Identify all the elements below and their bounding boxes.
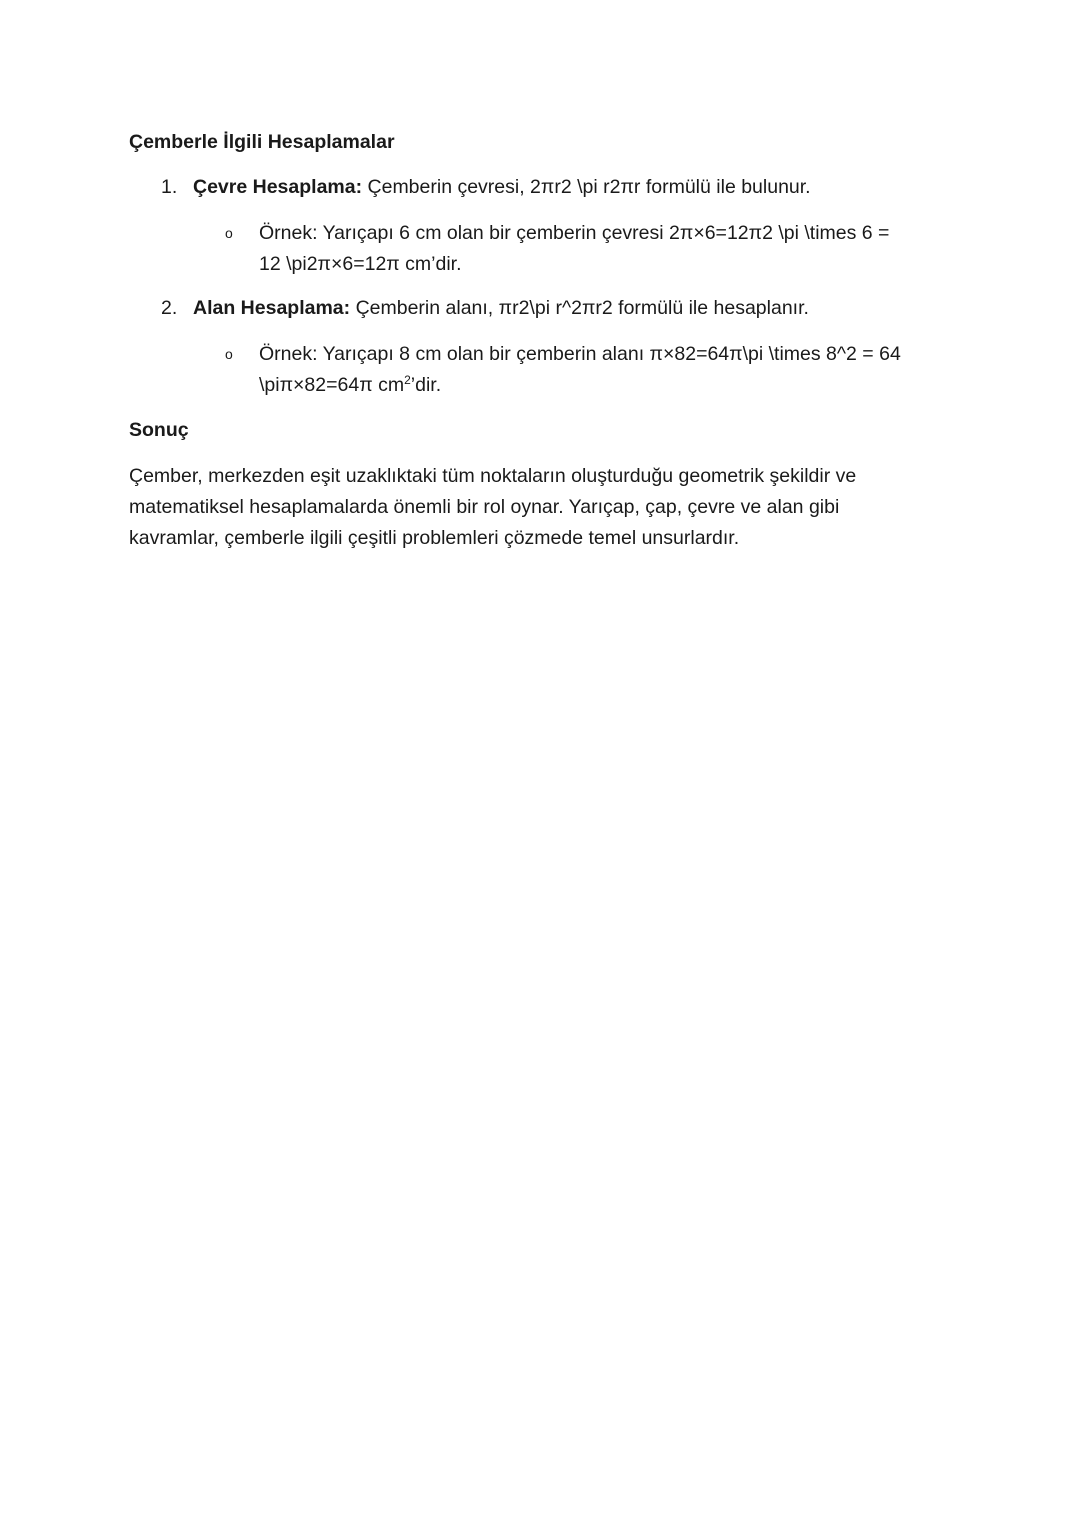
example-line: Örnek: Yarıçapı 8 cm olan bir çemberin alanı π×82=64π\pi \times 8^2 = 64: [259, 343, 901, 365]
list-item-text: [193, 293, 809, 323]
list-item-label: Alan Hesaplama:: [193, 297, 351, 319]
list-number: 1.: [161, 176, 178, 198]
result-paragraph: [129, 461, 949, 554]
example-line: 12 \pi2π×6=12π cm’dir.: [259, 253, 462, 275]
superscript: 2: [404, 373, 411, 387]
list-item-text: [193, 172, 811, 202]
example-line-start: \piπ×82=64π cm: [259, 374, 405, 396]
hollow-bullet-icon: o: [225, 346, 233, 362]
section-heading: Çemberle İlgili Hesaplamalar: [129, 131, 395, 153]
list-number: 2.: [161, 297, 178, 319]
list-item-label: Çevre Hesaplama:: [193, 176, 363, 198]
hollow-bullet-icon: o: [225, 225, 233, 241]
list-item-body: Çemberin çevresi, 2πr2 \pi r2πr formülü ile bulunur.: [362, 176, 811, 198]
list-item-body: Çemberin alanı, πr2\pi r^2πr2 formülü ile hesaplanır.: [350, 297, 809, 319]
paragraph-line: kavramlar, çemberle ilgili çeşitli problemleri çözmede temel unsurlardır.: [129, 527, 740, 549]
paragraph-line: Çember, merkezden eşit uzaklıktaki tüm noktaların oluşturduğu geometrik şekildir ve: [129, 465, 857, 487]
example-line: [259, 370, 441, 401]
paragraph-line: matematiksel hesaplamalarda önemli bir rol oynar. Yarıçap, çap, çevre ve alan gibi: [129, 496, 840, 518]
result-heading: Sonuç: [129, 419, 189, 441]
example-line: Örnek: Yarıçapı 6 cm olan bir çemberin çevresi 2π×6=12π2 \pi \times 6 =: [259, 222, 890, 244]
example-line-end: ’dir.: [410, 374, 442, 396]
